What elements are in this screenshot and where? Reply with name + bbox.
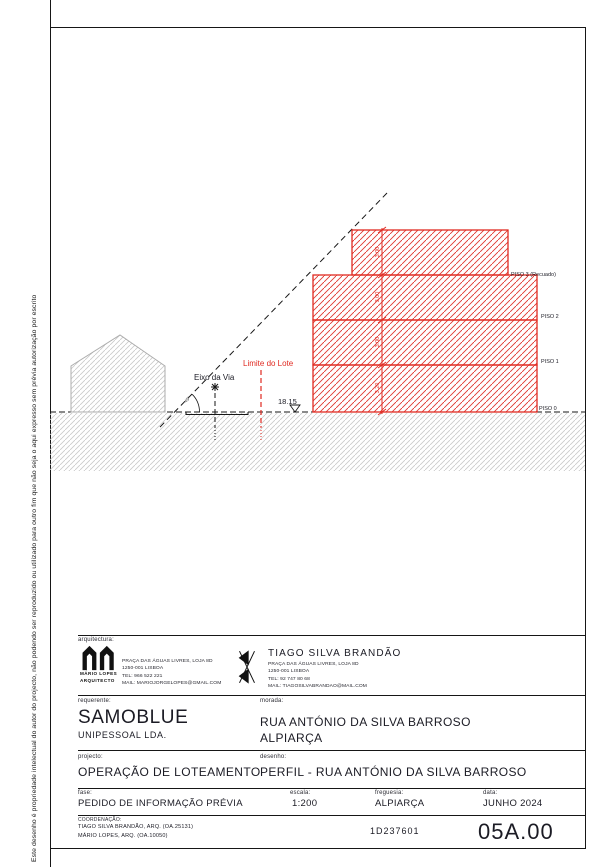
elevation-triangle-icon: [290, 405, 300, 412]
mario-address2: 1250-001 LISBOA: [122, 666, 164, 672]
band-piso2: [313, 275, 537, 320]
titleblock-line-4: [78, 788, 585, 789]
existing-house-profile: [71, 335, 165, 412]
tiago-tel: TEL: 92 747 80 68: [268, 676, 310, 682]
morada-line2: ALPIARÇA: [260, 731, 323, 745]
requerente-sub: UNIPESSOAL LDA.: [78, 730, 167, 740]
label-piso1: PISO 1: [541, 359, 559, 365]
label-piso3: PISO 3 (Recuado): [511, 272, 556, 278]
band-piso0: [313, 365, 537, 412]
mario-lopes-logo-icon: [80, 645, 118, 671]
tiago-address2: 1250-001 LISBOA: [268, 669, 310, 675]
axis-star-icon: [211, 383, 219, 391]
angle-label: 45°: [183, 395, 192, 404]
label-piso2: PISO 2: [541, 314, 559, 320]
tiago-address1: PRAÇA DAS ÁGUAS LIVRES, LOJA 8D: [268, 662, 359, 667]
proposed-building: [313, 230, 537, 412]
desenho-label: desenho:: [260, 754, 287, 760]
fase-value: PEDIDO DE INFORMAÇÃO PRÉVIA: [78, 798, 243, 809]
titleblock-line-3: [78, 750, 585, 751]
freguesia-label: freguesia:: [375, 790, 404, 796]
mario-logo-line2: ARQUITECTO: [80, 678, 115, 683]
mario-mail: MAIL: MARIOJORGELOPES@GMAIL.COM: [122, 680, 222, 686]
escala-value: 1:200: [292, 798, 318, 809]
sheet-number: 05A.00: [478, 819, 554, 844]
tiago-mail: MAIL: TIAGOSILVABRANDAO@MAIL.COM: [268, 683, 367, 689]
mario-address: [122, 658, 221, 687]
elevation-value: 18.15: [278, 397, 297, 406]
projecto-label: projecto:: [78, 754, 103, 760]
fase-label: fase:: [78, 790, 93, 796]
mario-tel: TEL: 966 522 221: [122, 673, 163, 679]
morada-line1: RUA ANTÓNIO DA SILVA BARROSO: [260, 715, 471, 729]
requerente-label: requerente:: [78, 698, 111, 704]
tiago-brandao-logo-icon: [237, 646, 257, 688]
height-piso0: 3.20: [375, 382, 381, 394]
titleblock-line-5: [78, 815, 585, 816]
coordenacao-label: COORDENAÇÃO:: [78, 817, 122, 823]
titleblock-line-1: [78, 635, 585, 636]
band-piso1: [313, 320, 537, 365]
mario-address1: PRAÇA DAS ÁGUAS LIVRES, LOJA 8D: [122, 659, 213, 664]
process-number: 1D237601: [370, 826, 420, 836]
height-piso1: 3.00: [375, 336, 381, 348]
requerente-name: SAMOBLUE: [78, 707, 189, 728]
eixo-da-via-label: Eixo da Via: [194, 373, 235, 382]
projecto-value: OPERAÇÃO DE LOTEAMENTO: [78, 765, 261, 779]
tiago-name: TIAGO SILVA BRANDÃO: [268, 648, 402, 659]
height-piso2: 3.00: [375, 291, 381, 303]
data-label: data:: [483, 790, 498, 796]
angle-arc: [192, 394, 199, 412]
escala-label: escala:: [290, 790, 311, 796]
copyright-side-note: Este desenho é propriedade intelectual do autor do projecto, não podendo ser reproduzido ou utilizado para outro fim que não seja o aqui expresso sem prévia autorização por escrito: [31, 294, 38, 862]
arquitectura-label: arquitectura:: [78, 637, 114, 643]
ground-hatch: [50, 413, 585, 471]
titleblock-line-2: [78, 695, 585, 696]
freguesia-value: ALPIARÇA: [375, 798, 425, 809]
morada-label: morada:: [260, 698, 284, 704]
coordenacao-line1: TIAGO SILVA BRANDÃO, ARQ. (OA.25131): [78, 824, 194, 830]
tiago-address: [268, 661, 367, 690]
desenho-value: PERFIL - RUA ANTÓNIO DA SILVA BARROSO: [260, 765, 527, 779]
height-piso3: 3.00: [375, 246, 381, 258]
limite-do-lote-label: Limite do Lote: [243, 359, 294, 368]
coordenacao-line2: MÁRIO LOPES, ARQ. (OA.10050): [78, 833, 168, 839]
label-piso0: PISO 0: [539, 406, 557, 412]
data-value: JUNHO 2024: [483, 798, 543, 809]
mario-logo-line1: MÁRIO LOPES: [80, 671, 118, 676]
